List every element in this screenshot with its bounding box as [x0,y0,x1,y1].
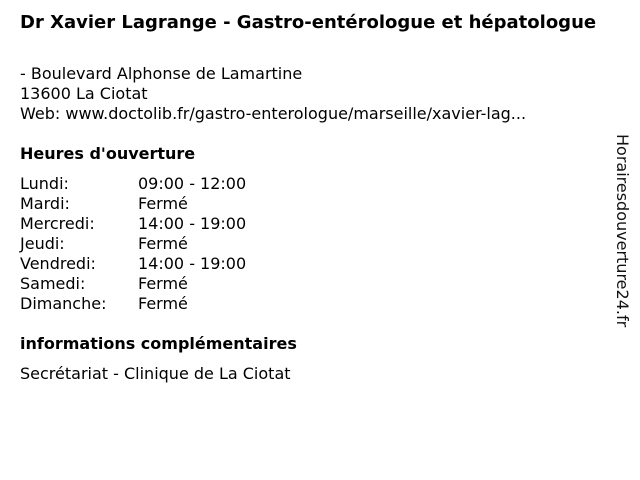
site-watermark [612,134,632,354]
watermark-text: Horairesdouverture24.fr [613,134,632,328]
address-block [20,64,526,124]
address-city: 13600 La Ciotat [20,84,148,103]
website-link[interactable]: Web: www.doctolib.fr/gastro-enterologue/marseille/xavier-lag... [20,104,527,123]
day-label: Samedi: [20,274,86,293]
day-label: Dimanche: [20,294,107,313]
day-hours: Fermé [138,294,188,313]
address-street: - Boulevard Alphonse de Lamartine [20,64,303,83]
additional-info-heading: informations complémentaires [20,334,297,353]
day-hours: 14:00 - 19:00 [138,254,247,273]
day-label: Mardi: [20,194,70,213]
page-title: Dr Xavier Lagrange - Gastro-entérologue et hépatologue [20,12,597,33]
day-label: Mercredi: [20,214,95,233]
additional-info-text: Secrétariat - Clinique de La Ciotat [20,364,291,383]
opening-hours-heading: Heures d'ouverture [20,144,196,163]
day-label: Vendredi: [20,254,96,273]
day-hours: 14:00 - 19:00 [138,214,247,233]
day-hours: 09:00 - 12:00 [138,174,247,193]
day-label: Lundi: [20,174,69,193]
day-hours: Fermé [138,194,188,213]
day-hours: Fermé [138,234,188,253]
day-label: Jeudi: [20,234,65,253]
day-hours: Fermé [138,274,188,293]
